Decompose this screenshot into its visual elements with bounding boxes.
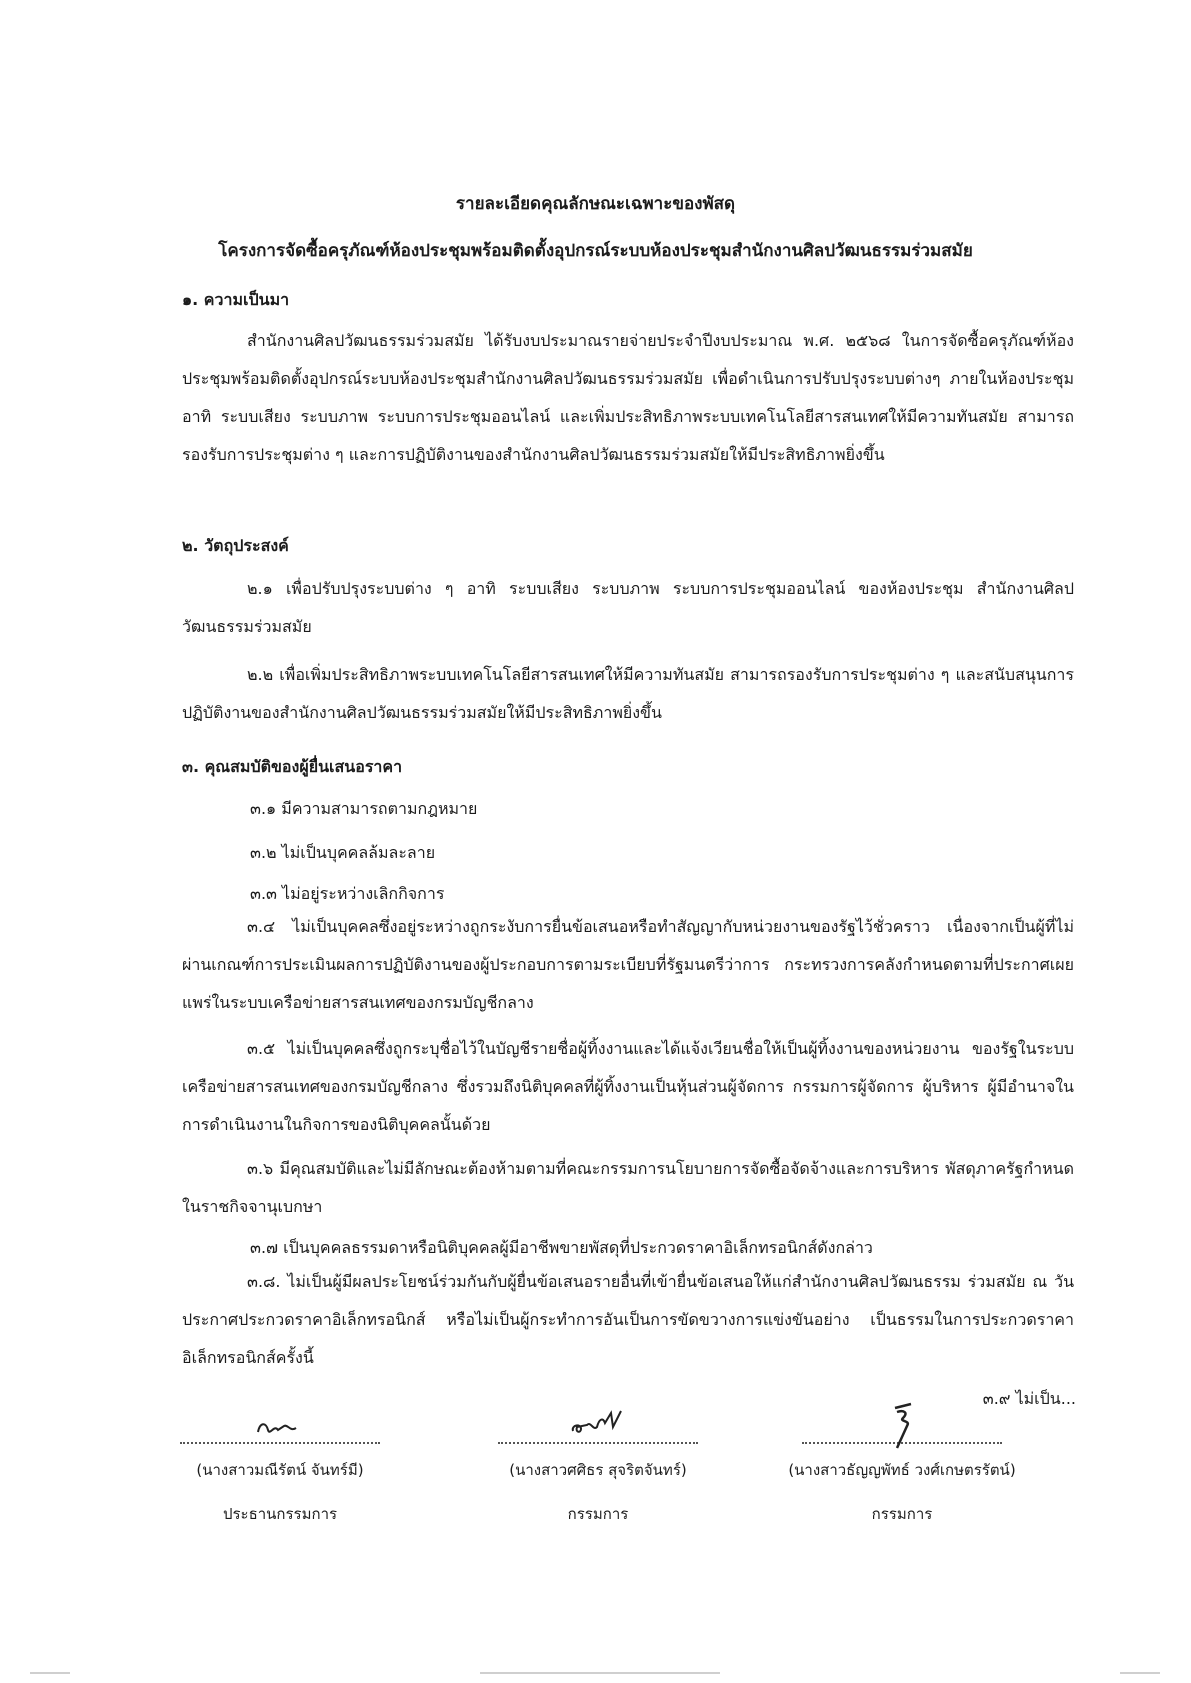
signature-block-member-1 [468, 1405, 728, 1526]
signatory-name: (นางสาวธัญญพัทธ์ วงศ์เกษตรรัตน์) [788, 1461, 1016, 1479]
signatory-name: (นางสาวมณีรัตน์ จันทร์มี) [196, 1461, 364, 1479]
scan-artifact [480, 1672, 720, 1674]
signature-line [180, 1440, 380, 1444]
signatory-role: กรรมการ [871, 1505, 933, 1523]
section-2-item-1: ๒.๑ เพื่อปรับปรุงระบบต่าง ๆ อาทิ ระบบเสียง ระบบภาพ ระบบการประชุมออนไลน์ ของห้องประชุม สำนักงานศิลปวัฒนธรรมร่วมสมัย [182, 579, 1074, 636]
signatory-role: กรรมการ [567, 1505, 629, 1523]
signature-mark [150, 1412, 410, 1440]
document-title: รายละเอียดคุณลักษณะเฉพาะของพัสดุ [455, 194, 736, 214]
document-subtitle: โครงการจัดซื้อครุภัณฑ์ห้องประชุมพร้อมติดตั้งอุปกรณ์ระบบห้องประชุมสำนักงานศิลปวัฒนธรรมร่วมสมัย [218, 241, 973, 261]
section-3-item-6: ๓.๖ มีคุณสมบัติและไม่มีลักษณะต้องห้ามตามที่คณะกรรมการนโยบายการจัดซื้อจัดจ้างและการบริหาร พัสดุภาครัฐกำหนดในราชกิจจานุเบกษา [182, 1159, 1074, 1216]
section-3-heading: ๓. คุณสมบัติของผู้ยื่นเสนอราคา [182, 757, 403, 776]
section-3-item-4: ๓.๔ ไม่เป็นบุคคลซึ่งอยู่ระหว่างถูกระงับการยื่นข้อเสนอหรือทำสัญญากับหน่วยงานของรัฐไว้ชั่วคราว เนื่องจากเป็นผู้ที่ไม่ผ่านเกณฑ์การประเมินผลการปฏิบัติงานของผู้ประกอบการตามระเบียบที่รัฐมนตรีว่าการ กระทรวงการคลังกำหนดตามที่ประกาศเผยแพร่ในระบบเครือข่ายสารสนเทศของกรมบัญชีกลาง [182, 917, 1074, 1012]
section-3-item-1: ๓.๑ มีความสามารถตามกฎหมาย [250, 799, 478, 818]
scan-artifact [30, 1672, 70, 1674]
section-3-item-5: ๓.๕ ไม่เป็นบุคคลซึ่งถูกระบุชื่อไว้ในบัญชีรายชื่อผู้ทิ้งงานและได้แจ้งเวียนชื่อให้เป็นผู้ทิ้งงานของหน่วยงาน ของรัฐในระบบเครือข่ายสารสนเทศของกรมบัญชีกลาง ซึ่งรวมถึงนิติบุคคลที่ผู้ทิ้งงานเป็นหุ้นส่วนผู้จัดการ กรรมการผู้จัดการ ผู้บริหาร ผู้มีอำนาจในการดำเนินงานในกิจการของนิติบุคคลนั้นด้วย [182, 1039, 1074, 1134]
signature-mark [468, 1405, 728, 1440]
signatory-role: ประธานกรรมการ [222, 1505, 338, 1523]
signature-block-chair [150, 1412, 410, 1526]
section-1-body: สำนักงานศิลปวัฒนธรรมร่วมสมัย ได้รับงบประมาณรายจ่ายประจำปีงบประมาณ พ.ศ. ๒๕๖๘ ในการจัดซื้อครุภัณฑ์ห้องประชุมพร้อมติดตั้งอุปกรณ์ระบบห้องประชุมสำนักงานศิลปวัฒนธรรมร่วมสมัย เพื่อดำเนินการปรับปรุงระบบต่างๆ ภายในห้องประชุม อาทิ ระบบเสียง ระบบภาพ ระบบการประชุมออนไลน์ และเพิ่มประสิทธิภาพระบบเทคโนโลยีสารสนเทศให้มีความทันสมัย สามารถรองรับการประชุมต่าง ๆ และการปฏิบัติงานของสำนักงานศิลปวัฒนธรรมร่วมสมัยให้มีประสิทธิภาพยิ่งขึ้น [182, 331, 1074, 464]
signature-line [498, 1440, 698, 1444]
section-1-heading: ๑. ความเป็นมา [182, 290, 290, 309]
section-2-item-2: ๒.๒ เพื่อเพิ่มประสิทธิภาพระบบเทคโนโลยีสารสนเทศให้มีความทันสมัย สามารถรองรับการประชุมต่าง ๆ และสนับสนุนการปฏิบัติงานของสำนักงานศิลปวัฒนธรรมร่วมสมัยให้มีประสิทธิภาพยิ่งขึ้น [182, 665, 1074, 722]
section-3-item-2: ๓.๒ ไม่เป็นบุคคลล้มละลาย [250, 843, 436, 862]
signatory-name: (นางสาวศศิธร สุจริตจันทร์) [509, 1461, 687, 1479]
continuation-note: ๓.๙ ไม่เป็น... [982, 1389, 1076, 1408]
section-3-item-7: ๓.๗ เป็นบุคคลธรรมดาหรือนิติบุคคลผู้มีอาชีพขายพัสดุที่ประกวดราคาอิเล็กทรอนิกส์ดังกล่าว [250, 1238, 873, 1257]
scan-artifact [1120, 1672, 1160, 1674]
section-3-item-8: ๓.๘. ไม่เป็นผู้มีผลประโยชน์ร่วมกันกับผู้ยื่นข้อเสนอรายอื่นที่เข้ายื่นข้อเสนอให้แก่สำนักงานศิลปวัฒนธรรม ร่วมสมัย ณ วันประกาศประกวดราคาอิเล็กทรอนิกส์ หรือไม่เป็นผู้กระทำการอันเป็นการขัดขวางการแข่งขันอย่าง เป็นธรรมในการประกวดราคาอิเล็กทรอนิกส์ครั้งนี้ [182, 1272, 1074, 1367]
section-2-heading: ๒. วัตถุประสงค์ [182, 536, 289, 555]
signature-block-member-2 [772, 1398, 1032, 1526]
section-3-item-3: ๓.๓ ไม่อยู่ระหว่างเลิกกิจการ [250, 884, 445, 903]
signature-mark [772, 1398, 1032, 1440]
